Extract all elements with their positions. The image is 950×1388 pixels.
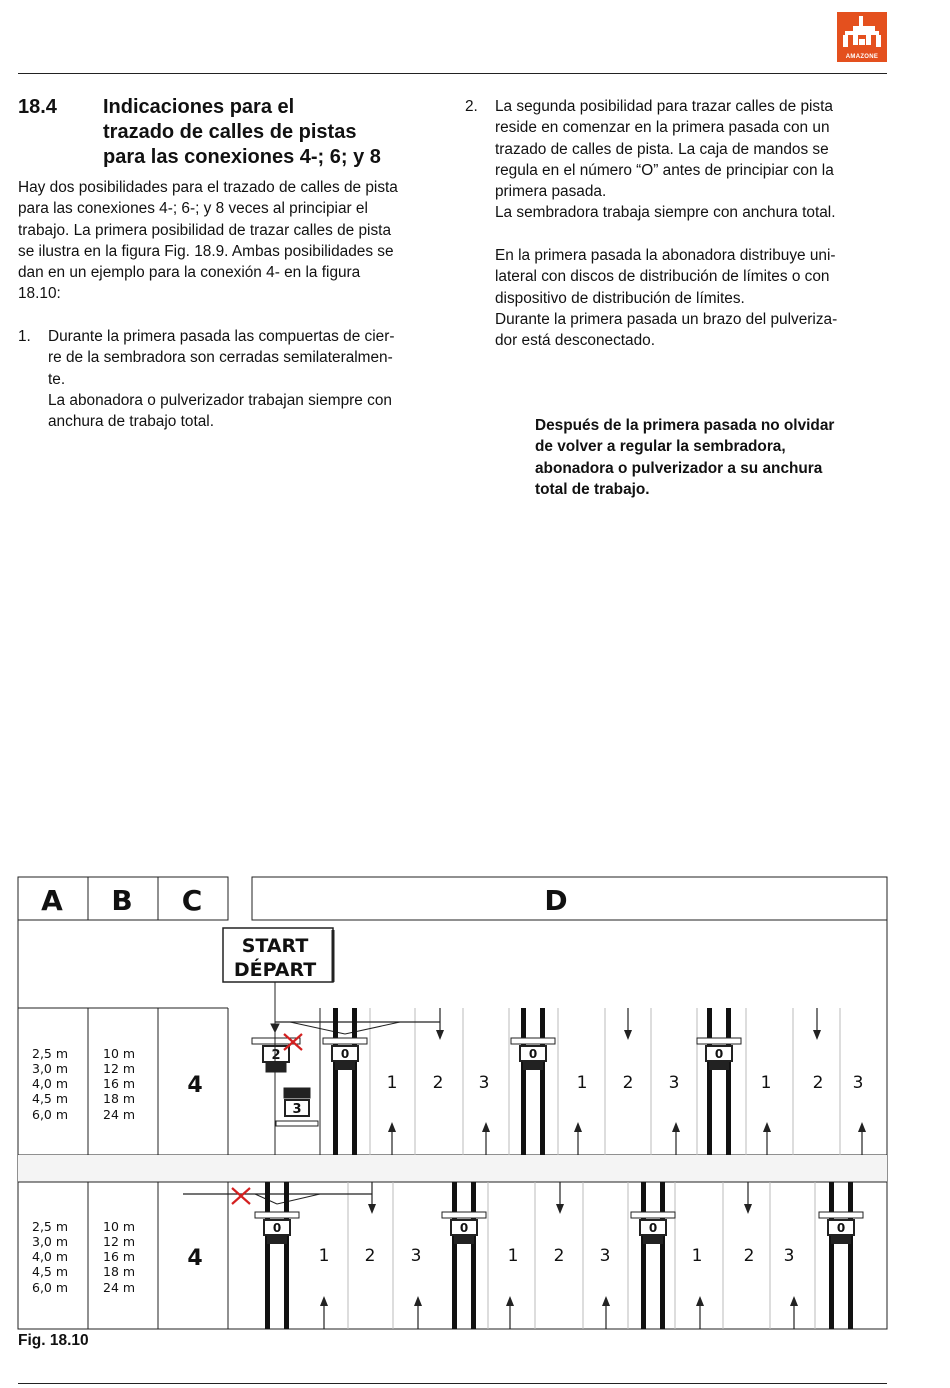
tramline-track [284,1182,289,1329]
seeder-bar [511,1038,555,1044]
header-a: A [41,884,63,917]
tramline-track [452,1182,457,1329]
footer-rule [18,1383,887,1384]
rhythm-row2: 4 [187,1246,203,1271]
section-number: 18.4 [18,96,57,118]
intro-line: 18.10: [18,285,61,303]
pass-count: 3 [410,1246,422,1266]
counter-label: 0 [528,1047,538,1061]
spray-boom-arm [277,1194,320,1204]
pass-count: 2 [743,1246,755,1266]
width-value: 4,5 m [32,1264,69,1279]
width-value: 6,0 m [32,1107,69,1122]
pass-count: 2 [812,1073,824,1093]
tramline-value: 24 m [103,1280,136,1295]
seeder-bar [819,1212,863,1218]
tramline-track [726,1008,731,1155]
pass-arrow-head [672,1122,680,1132]
seeder-bar [631,1212,675,1218]
pass-count: 1 [318,1246,330,1266]
header-letters [41,884,567,917]
header-b: B [111,884,133,917]
tramline-track [333,1008,338,1155]
section-title-line: trazado de calles de pistas [103,121,357,143]
width-value: 3,0 m [32,1234,69,1249]
depart-label: DÉPART [233,959,317,981]
logo-text: AMAZONE [845,54,879,60]
list-line: primera pasada. [495,183,607,201]
list-number: 2. [465,98,478,115]
header-c: C [181,884,203,917]
tractor-body [523,1061,543,1070]
tramline-value: 16 m [103,1249,136,1264]
pass-arrow-head [858,1122,866,1132]
counter-label: 0 [459,1221,469,1235]
pass-arrow-head [368,1204,376,1214]
counter-label: 0 [272,1221,282,1235]
tramline-track [352,1008,357,1155]
tractor-body [454,1235,474,1244]
tramline-value: 18 m [103,1264,136,1279]
tractor-body [643,1235,663,1244]
seeder-bar [697,1038,741,1044]
pass-count: 1 [760,1073,772,1093]
warning-line: de volver a regular la sembradora, [535,438,786,456]
tramline-value: 24 m [103,1107,136,1122]
pass-count: 2 [622,1073,634,1093]
pass-arrow-head [813,1030,821,1040]
tramline-track [471,1182,476,1329]
rhythm-row1: 4 [187,1073,203,1098]
tractor-body [267,1235,287,1244]
warning-line: total de trabajo. [535,480,650,498]
width-value: 3,0 m [32,1061,69,1076]
pass-arrow-head [696,1296,704,1306]
tractor-body [831,1235,851,1244]
row1-first-counter: 2 [271,1048,281,1063]
pass-count: 2 [553,1246,565,1266]
tramline-track [641,1182,646,1329]
tramline-value: 16 m [103,1076,136,1091]
tramline-track [707,1008,712,1155]
row1-turn-counter: 3 [292,1102,302,1117]
width-value: 4,5 m [32,1091,69,1106]
pass-count: 1 [507,1246,519,1266]
tractor-body [335,1061,355,1070]
list-line: anchura de trabajo total. [48,413,214,431]
counter-label: 0 [648,1221,658,1235]
list-line: dor está desconectado. [495,332,656,350]
width-value: 2,5 m [32,1219,69,1234]
width-value: 2,5 m [32,1046,69,1061]
pass-arrow-head [624,1030,632,1040]
list-line: dispositivo de distribución de límites. [495,289,745,307]
intro-line: dan en un ejemplo para la conexión 4- en la figura [18,264,361,282]
tramline-track [265,1182,270,1329]
row1-start-seeder [252,1008,320,1155]
list-line: La sembradora trabaja siempre con anchura total. [495,204,836,222]
list-line: trazado de calles de pista. La caja de mandos se [495,140,829,158]
pass-count: 2 [364,1246,376,1266]
pass-count: 3 [599,1246,611,1266]
pass-arrow-head [320,1296,328,1306]
pass-arrow-head [556,1204,564,1214]
header-d: D [544,884,568,917]
tramline-track [521,1008,526,1155]
tramline-value: 10 m [103,1219,136,1234]
pass-count: 3 [478,1073,490,1093]
tramline-track [540,1008,545,1155]
pass-count: 1 [386,1073,398,1093]
intro-line: Hay dos posibilidades para el trazado de calles de pista [18,179,398,196]
warning-line: Después de la primera pasada no olvidar [535,417,835,434]
pass-arrow-head [436,1030,444,1040]
intro-line: trabajo. La primera posibilidad de trazar calles de pista [18,221,391,239]
seeder-bar [442,1212,486,1218]
pass-count: 3 [852,1073,864,1093]
pass-arrow-head [388,1122,396,1132]
pass-count: 2 [432,1073,444,1093]
counter-label: 0 [836,1221,846,1235]
tractor-body [709,1061,729,1070]
intro-line: para las conexiones 4-; 6-; y 8 veces al principiar el [18,200,368,218]
width-value: 4,0 m [32,1076,69,1091]
list-line: Durante la primera pasada un brazo del pulveriza- [495,310,838,328]
pass-arrow-head [763,1122,771,1132]
list-line: Durante la primera pasada las compuertas de cier- [48,328,395,345]
row2-cross-icon [232,1188,250,1204]
pass-count: 3 [783,1246,795,1266]
tramline-value: 18 m [103,1091,136,1106]
list-line: reside en comenzar en la primera pasada con un [495,119,830,137]
tramline-track [829,1182,834,1329]
seeder-bar [255,1212,299,1218]
pass-count: 1 [576,1073,588,1093]
tramline-value: 10 m [103,1046,136,1061]
pass-arrow-head [744,1204,752,1214]
intro-line: se ilustra en la figura Fig. 18.9. Ambas posibilidades se [18,242,394,260]
list-line: La abonadora o pulverizador trabajan siempre con [48,391,392,409]
seeder-bar [323,1038,367,1044]
list-number: 1. [18,328,31,345]
warning-line: abonadora o pulverizador a su anchura [535,459,823,477]
width-value: 6,0 m [32,1280,69,1295]
list-line: En la primera pasada la abonadora distribuye uni- [495,247,836,264]
counter-label: 0 [714,1047,724,1061]
list-line: re de la sembradora son cerradas semilateralmen- [48,349,393,367]
counter-label: 0 [340,1047,350,1061]
pass-count: 1 [691,1246,703,1266]
start-sign [234,935,316,981]
tramline-value: 12 m [103,1234,136,1249]
list-line: regula en el número “O” antes de principiar con la [495,161,834,179]
figure-caption: Fig. 18.10 [18,1332,89,1349]
tramline-value: 12 m [103,1061,136,1076]
pass-arrow-head [482,1122,490,1132]
section-title-line: Indicaciones para el [103,96,295,118]
pass-count: 3 [668,1073,680,1093]
list-line: lateral con discos de distribución de límites o con [495,268,830,286]
pass-arrow-head [790,1296,798,1306]
width-value: 4,0 m [32,1249,69,1264]
list-line: La segunda posibilidad para trazar calles de pista [495,98,833,115]
section-title-line: para las conexiones 4-; 6; y 8 [103,146,381,168]
tramline-track [848,1182,853,1329]
pass-arrow-head [602,1296,610,1306]
pass-arrow-head [574,1122,582,1132]
tramline-track [660,1182,665,1329]
list-line: te. [48,370,66,388]
start-label: START [241,935,309,957]
pass-arrow-head [414,1296,422,1306]
pass-arrow-head [506,1296,514,1306]
